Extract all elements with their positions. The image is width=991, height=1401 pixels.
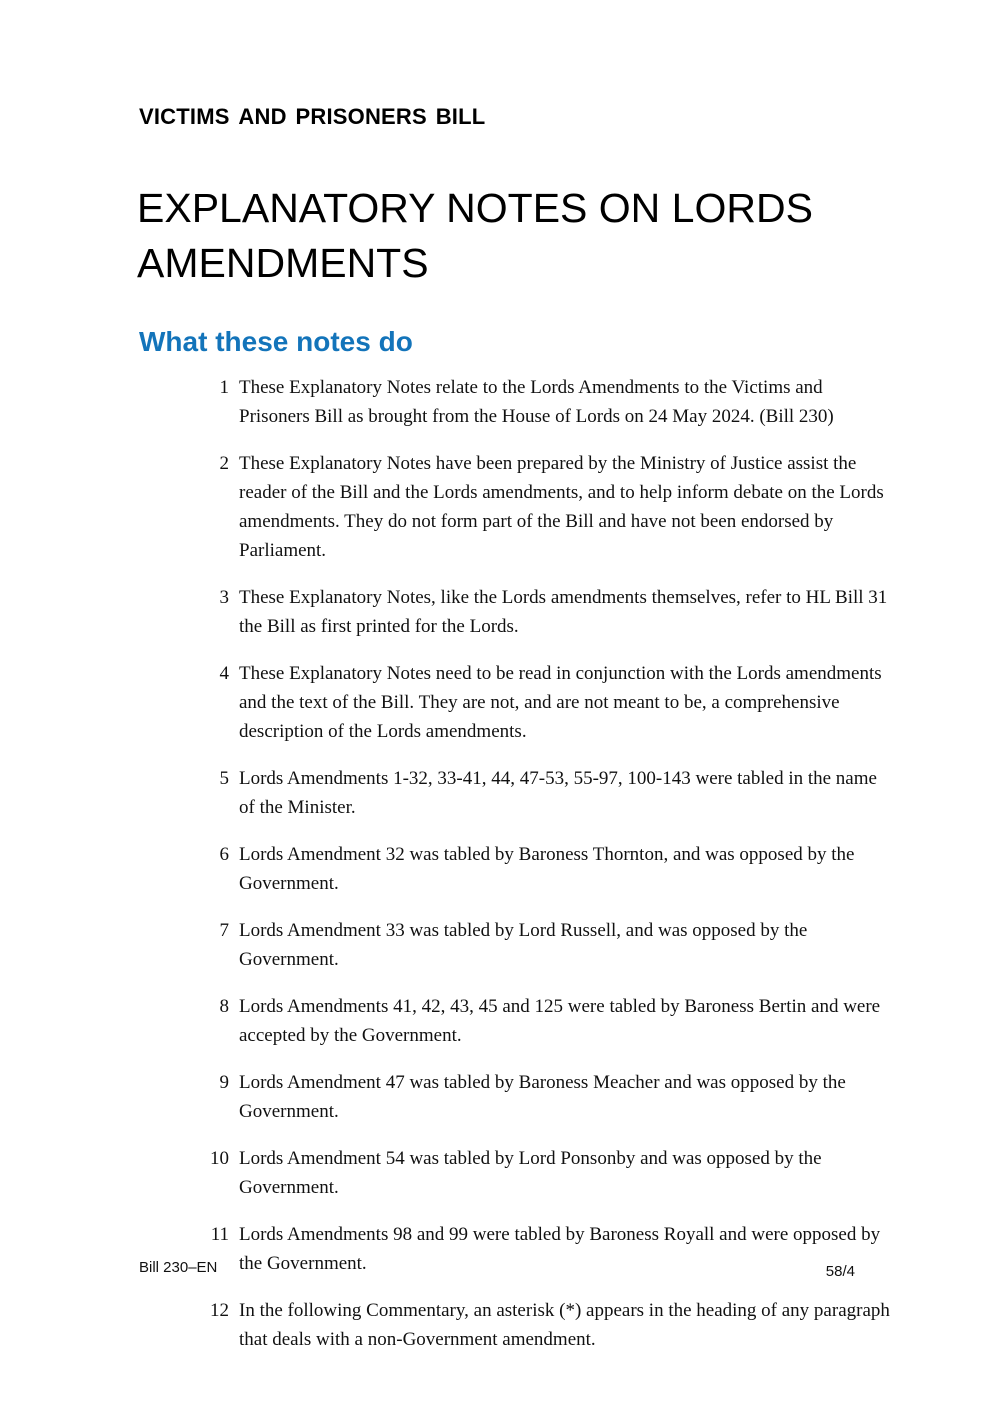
note-text: Lords Amendment 33 was tabled by Lord Russell, and was opposed by the Government. — [239, 920, 808, 970]
note-number: 2 — [219, 453, 229, 474]
list-item — [193, 373, 895, 431]
note-number: 7 — [219, 920, 229, 941]
note-text: Lords Amendments 1-32, 33-41, 44, 47-53, 55-97, 100-143 were tabled in the name of the Minister. — [239, 768, 877, 818]
note-text: Lords Amendment 47 was tabled by Baroness Meacher and was opposed by the Government. — [239, 1072, 846, 1122]
list-item — [193, 840, 895, 898]
list-item — [193, 916, 895, 974]
note-text: These Explanatory Notes, like the Lords amendments themselves, refer to HL Bill 31 the Bill as first printed for the Lords. — [239, 587, 888, 637]
footer-page-number: 58/4 — [825, 1263, 855, 1280]
note-text: Lords Amendment 32 was tabled by Baroness Thornton, and was opposed by the Government. — [239, 844, 855, 894]
list-item — [193, 1296, 895, 1354]
list-item — [193, 659, 895, 746]
note-text: These Explanatory Notes relate to the Lords Amendments to the Victims and Prisoners Bill as brought from the House of Lords on 24 May 2024. (Bill 230) — [239, 377, 834, 427]
section-heading-what-these-notes-do: What these notes do — [139, 326, 413, 357]
note-number: 8 — [219, 996, 229, 1017]
list-item — [193, 449, 895, 565]
list-item — [193, 1068, 895, 1126]
note-number: 5 — [219, 768, 229, 789]
page-title: EXPLANATORY NOTES ON LORDS AMENDMENTS — [137, 185, 813, 286]
numbered-notes-list — [193, 373, 895, 1372]
note-number: 11 — [210, 1224, 229, 1245]
list-item — [193, 764, 895, 822]
note-text: Lords Amendments 41, 42, 43, 45 and 125 were tabled by Baroness Bertin and were accepted by the Government. — [239, 996, 881, 1046]
list-item — [193, 992, 895, 1050]
note-text: These Explanatory Notes have been prepared by the Ministry of Justice assist the reader of the Bill and the Lords amendments, and to help inform debate on the Lords amendments. They do not form part of the Bill and have not been endorsed by Parliament. — [239, 453, 884, 561]
bill-title: victims and prisoners bill — [139, 96, 486, 131]
page-footer — [139, 1259, 855, 1283]
note-number: 10 — [210, 1148, 229, 1169]
note-text: In the following Commentary, an asterisk (*) appears in the heading of any paragraph that deals with a non-Government amendment. — [239, 1300, 890, 1350]
note-text: These Explanatory Notes need to be read in conjunction with the Lords amendments and the text of the Bill. They are not, and are not meant to be, a comprehensive description of the Lords amendments. — [239, 663, 882, 742]
note-number: 3 — [219, 587, 229, 608]
note-text: Lords Amendment 54 was tabled by Lord Ponsonby and was opposed by the Government. — [239, 1148, 822, 1198]
footer-bill-reference: Bill 230–EN — [139, 1259, 218, 1276]
list-item — [193, 1144, 895, 1202]
list-item — [193, 583, 895, 641]
note-number: 6 — [219, 844, 229, 865]
note-text: Lords Amendments 98 and 99 were tabled by Baroness Royall and were opposed by the Government. — [239, 1224, 881, 1274]
note-number: 4 — [219, 663, 229, 684]
note-number: 9 — [219, 1072, 229, 1093]
note-number: 12 — [210, 1300, 229, 1321]
note-number: 1 — [219, 377, 229, 398]
